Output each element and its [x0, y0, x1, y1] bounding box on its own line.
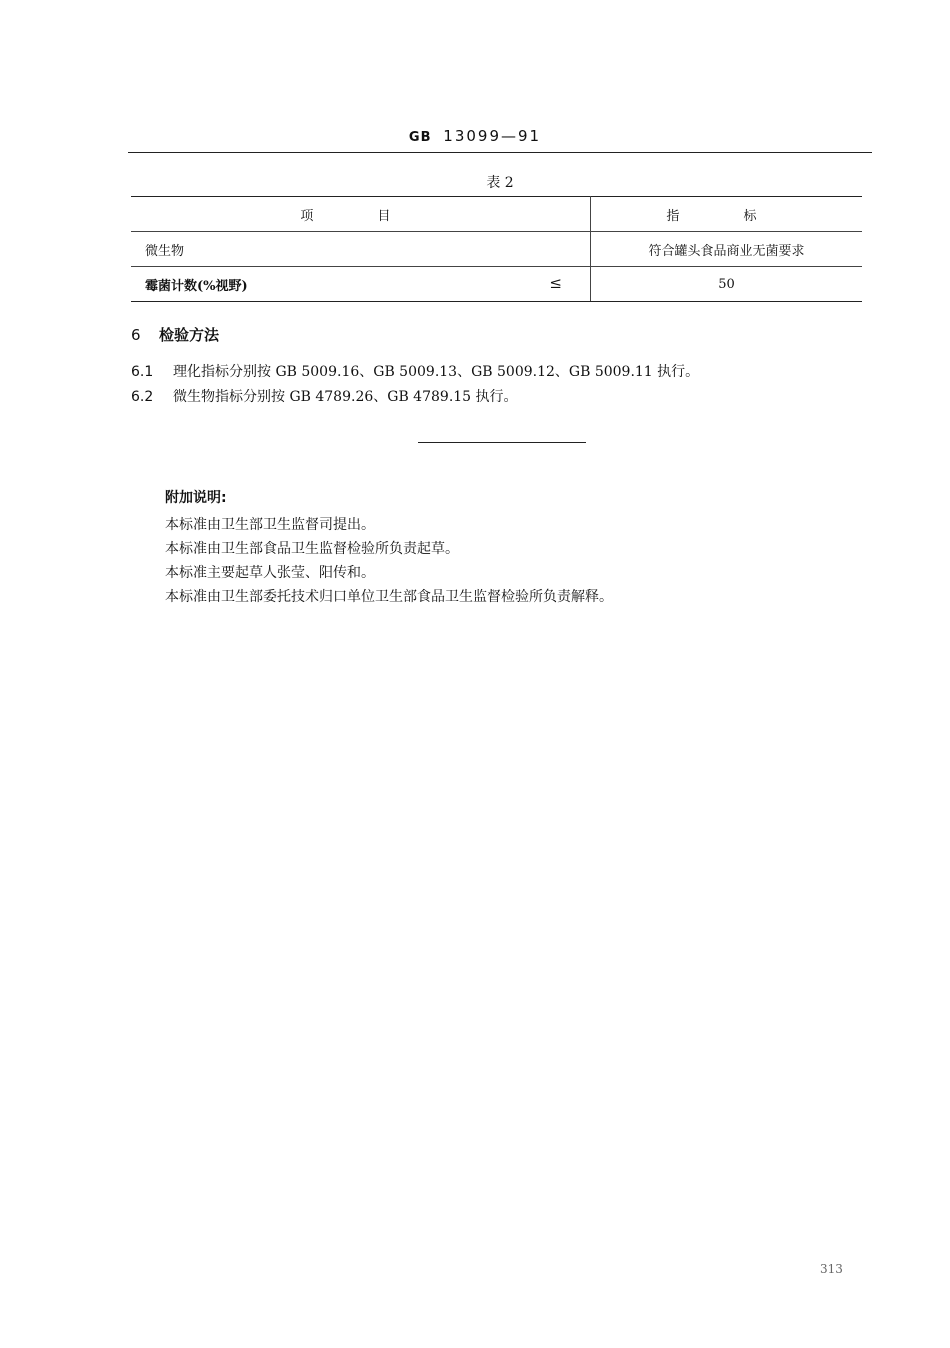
table-cell-index: 50	[591, 267, 863, 302]
clause-6-1	[131, 361, 699, 381]
less-equal-symbol: ≤	[549, 274, 562, 292]
additional-notes	[165, 487, 613, 609]
standard-prefix: GB	[408, 130, 432, 145]
table-header-index: 指 标	[591, 197, 863, 232]
table-cell-item-label: 霉菌计数(%视野)	[145, 278, 248, 294]
section-title: 检验方法	[159, 326, 220, 344]
table-row	[131, 232, 862, 267]
notes-title: 附加说明:	[165, 490, 227, 506]
document-header	[0, 127, 950, 145]
notes-line: 本标准由卫生部食品卫生监督检验所负责起草。	[165, 541, 459, 557]
spec-table	[131, 196, 862, 302]
notes-line: 本标准主要起草人张莹、阳传和。	[165, 565, 375, 581]
notes-line: 本标准由卫生部委托技术归口单位卫生部食品卫生监督检验所负责解释。	[165, 589, 613, 605]
clause-number: 6.2	[131, 389, 154, 405]
clause-text: 理化指标分别按 GB 5009.16、GB 5009.13、GB 5009.12、GB 5009.11 执行。	[173, 364, 700, 380]
table-caption: 表 2	[486, 175, 514, 191]
table-header-row	[131, 197, 862, 232]
table-cell-item	[131, 267, 591, 302]
end-divider	[418, 442, 586, 443]
header-rule	[128, 152, 872, 153]
table-cell-item: 微生物	[131, 232, 591, 267]
table-cell-index: 符合罐头食品商业无菌要求	[591, 232, 863, 267]
table-header-item: 项 目	[131, 197, 591, 232]
section-number: 6	[131, 326, 141, 344]
page-number: 313	[820, 1262, 843, 1276]
clause-6-2	[131, 386, 518, 406]
clause-text: 微生物指标分别按 GB 4789.26、GB 4789.15 执行。	[173, 389, 518, 405]
clause-number: 6.1	[131, 364, 154, 380]
standard-number: 13099—91	[443, 127, 542, 145]
section-heading	[131, 324, 219, 345]
notes-line: 本标准由卫生部卫生监督司提出。	[165, 517, 375, 533]
table-row	[131, 267, 862, 302]
